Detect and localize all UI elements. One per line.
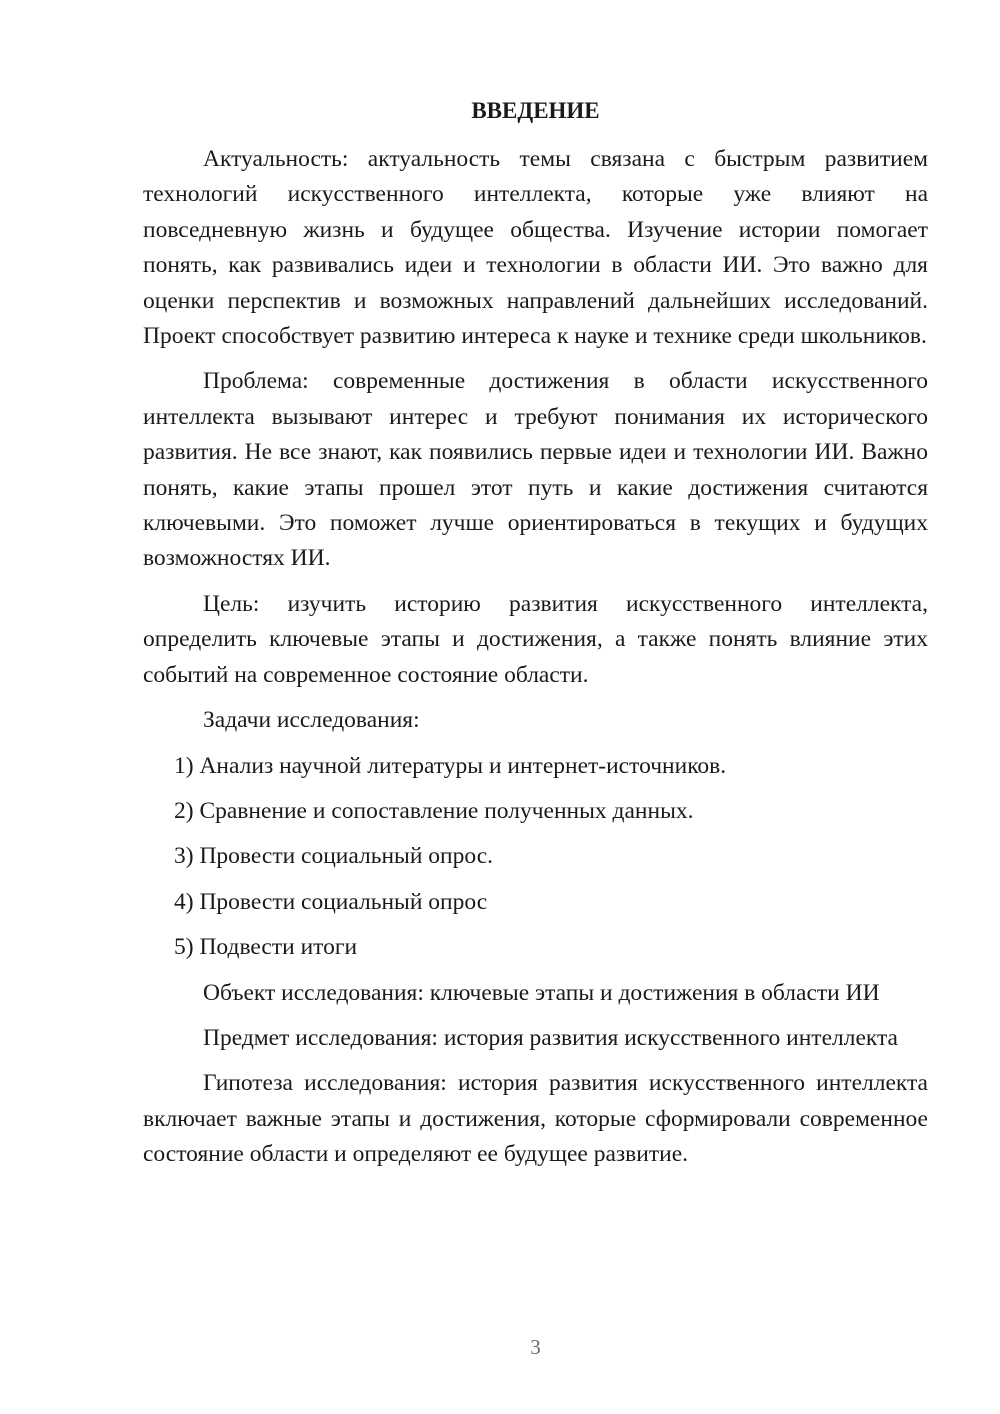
- hypothesis-paragraph: Гипотеза исследования: история развития искусственного интеллекта включает важные этапы и достижения, которые сформировали современное состояние области и определяют ее будущее развитие.: [143, 1070, 928, 1168]
- document-body: [143, 142, 928, 1183]
- research-subject-paragraph: Предмет исследования: история развития искусственного интеллекта: [203, 1024, 898, 1051]
- task-item-1: 1) Анализ научной литературы и интернет-источников.: [174, 752, 727, 779]
- task-item-5: 5) Подвести итоги: [174, 934, 358, 961]
- problem-paragraph: Проблема: современные достижения в области искусственного интеллекта вызывают интерес и требуют понимания их исторического развития. Не все знают, как появились первые идеи и технологии ИИ. Важно понять, какие этапы прошел этот путь и какие достижения считаются ключевыми. Это поможет лучше ориентироваться в текущих и будущих возможностях ИИ.: [143, 368, 928, 572]
- page-number: 3: [530, 1335, 541, 1359]
- task-item-2: 2) Сравнение и сопоставление полученных данных.: [174, 797, 694, 824]
- task-item-4: 4) Провести социальный опрос: [174, 888, 488, 915]
- section-heading: ВВЕДЕНИЕ: [471, 98, 600, 123]
- tasks-title: Задачи исследования:: [203, 707, 420, 734]
- task-item-3: 3) Провести социальный опрос.: [174, 843, 493, 870]
- research-object-paragraph: Объект исследования: ключевые этапы и достижения в области ИИ: [203, 979, 880, 1006]
- relevance-paragraph: Актуальность: актуальность темы связана с быстрым развитием технологий искусственного интеллекта, которые уже влияют на повседневную жизнь и будущее общества. Изучение истории помогает понять, как развивались идеи и технологии в области ИИ. Это важно для оценки перспектив и возможных направлений дальнейших исследований. Проект способствует развитию интереса к науке и технике среди школьников.: [143, 146, 928, 350]
- goal-paragraph: Цель: изучить историю развития искусственного интеллекта, определить ключевые этапы и достижения, а также понять влияние этих событий на современное состояние области.: [143, 590, 928, 688]
- tasks-list: [143, 749, 928, 966]
